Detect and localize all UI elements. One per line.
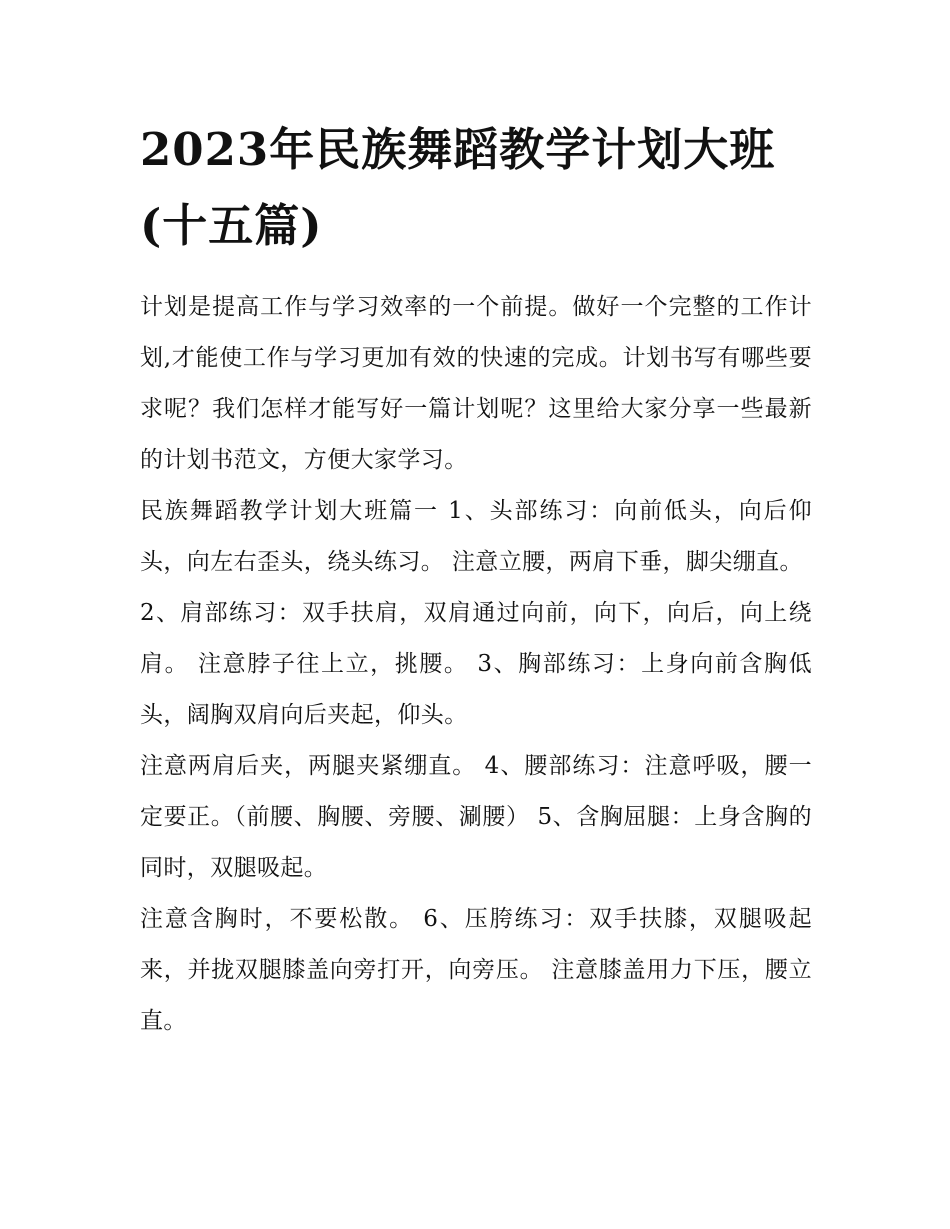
paragraph-waist-exercise: 注意两肩后夹，两腿夹紧绷直。 4、腰部练习：注意呼吸，腰一定要正。（前腰、胸腰、旁腰、涮腰） 5、含胸屈腿：上身含胸的同时，双腿吸起。: [140, 753, 812, 881]
paragraph-hip-exercise: 注意含胸时，不要松散。 6、压胯练习：双手扶膝，双腿吸起来，并拢双腿膝盖向旁打开，向旁压。 注意膝盖用力下压，腰立直。: [140, 906, 812, 1034]
paragraph-head-exercise: 民族舞蹈教学计划大班篇一 1、头部练习：向前低头，向后仰头，向左右歪头，绕头练习。 注意立腰，两肩下垂，脚尖绷直。: [140, 498, 812, 575]
document-page: [140, 112, 812, 1047]
document-body: [140, 282, 812, 1047]
document-title: 2023年民族舞蹈教学计划大班(十五篇): [140, 123, 776, 252]
paragraph-shoulder-chest-exercise: 2、肩部练习：双手扶肩，双肩通过向前，向下，向后，向上绕肩。 注意脖子往上立，挑腰。 3、胸部练习：上身向前含胸低头，阔胸双肩向后夹起，仰头。: [140, 600, 812, 728]
paragraph-intro: 计划是提高工作与学习效率的一个前提。做好一个完整的工作计划,才能使工作与学习更加有效的快速的完成。计划书写有哪些要求呢？我们怎样才能写好一篇计划呢？这里给大家分享一些最新的计划书范文，方便大家学习。: [140, 294, 812, 473]
